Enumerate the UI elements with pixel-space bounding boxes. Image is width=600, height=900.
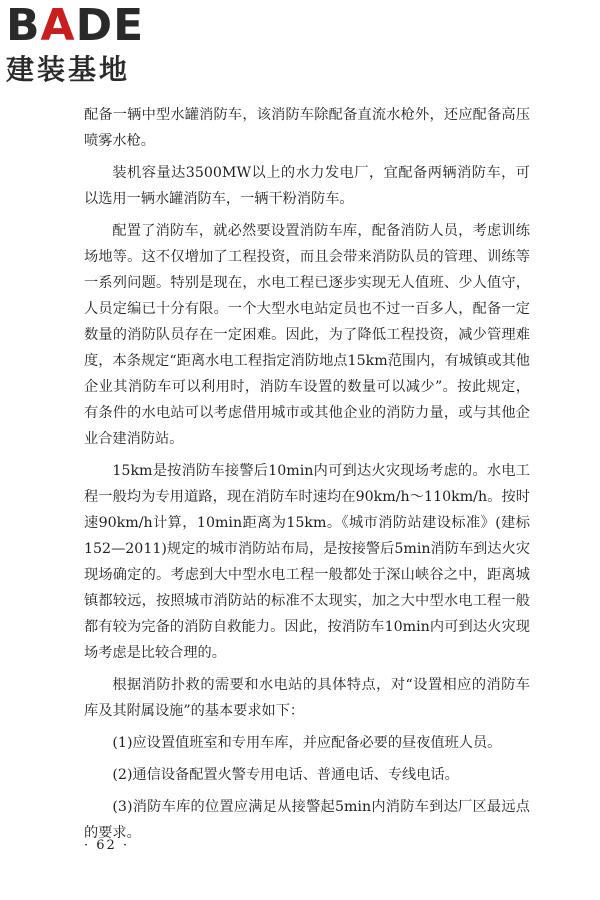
logo-letter-a: A [40,0,76,51]
paragraph: 15km是按消防车接警后10min内可到达火灾现场考虑的。水电工程一般均为专用道路，现在消防车时速均在90km/h～110km/h。按时速90km/h计算，10min距离为15km。《城市消防站建设标准》(建标152—2011)规定的城市消防站布局，是按接警后5min消防车到达火灾现场确定的。考虑到大中型水电工程一般都处于深山峡谷之中，距离城镇都较远，按照城市消防站的标准不太现实，加之大中型水电工程一般都有较为完备的消防自救能力。因此，按消防车10min内可到达火灾现场考虑是比较合理的。 [84,463,530,661]
brand-logo [6,0,176,92]
document-body [84,102,530,852]
logo-letters-de: DE [75,0,145,51]
page-number: · 62 · [84,838,130,853]
logo-letter-b: B [6,0,41,51]
list-item: (2)通信设备配置火警专用电话、普通电话、专线电话。 [112,767,459,783]
list-item: (3)消防车库的位置应满足从接警起5min内消防车到达厂区最远点的要求。 [84,799,530,841]
paragraph: 配置了消防车，就必然要设置消防车库，配备消防人员，考虑训练场地等。这不仅增加了工程投资，而且会带来消防队员的管理、训练等一系列问题。特别是现在，水电工程已逐步实现无人值班、少人值守，人员定编已十分有限。一个大型水电站定员也不过一百多人，配备一定数量的消防队员存在一定困难。因此，为了降低工程投资，减少管理难度，本条规定“距离水电工程指定消防地点15km范围内，有城镇或其他企业其消防车可以利用时，消防车设置的数量可以减少”。按此规定，有条件的水电站可以考虑借用城市或其他企业的消防力量，或与其他企业合建消防站。 [84,223,530,447]
logo-wordmark [6,0,176,51]
list-item: (1)应设置值班室和专用车库，并应配备必要的昼夜值班人员。 [112,735,502,751]
paragraph: 配备一辆中型水罐消防车，该消防车除配备直流水枪外，还应配备高压喷雾水枪。 [84,107,530,149]
logo-subtitle: 建装基地 [6,53,131,86]
paragraph: 装机容量达3500MW以上的水力发电厂，宜配备两辆消防车，可以选用一辆水罐消防车，一辆干粉消防车。 [84,165,530,207]
paragraph: 根据消防扑救的需要和水电站的具体特点，对“设置相应的消防车库及其附属设施”的基本要求如下： [84,677,530,719]
